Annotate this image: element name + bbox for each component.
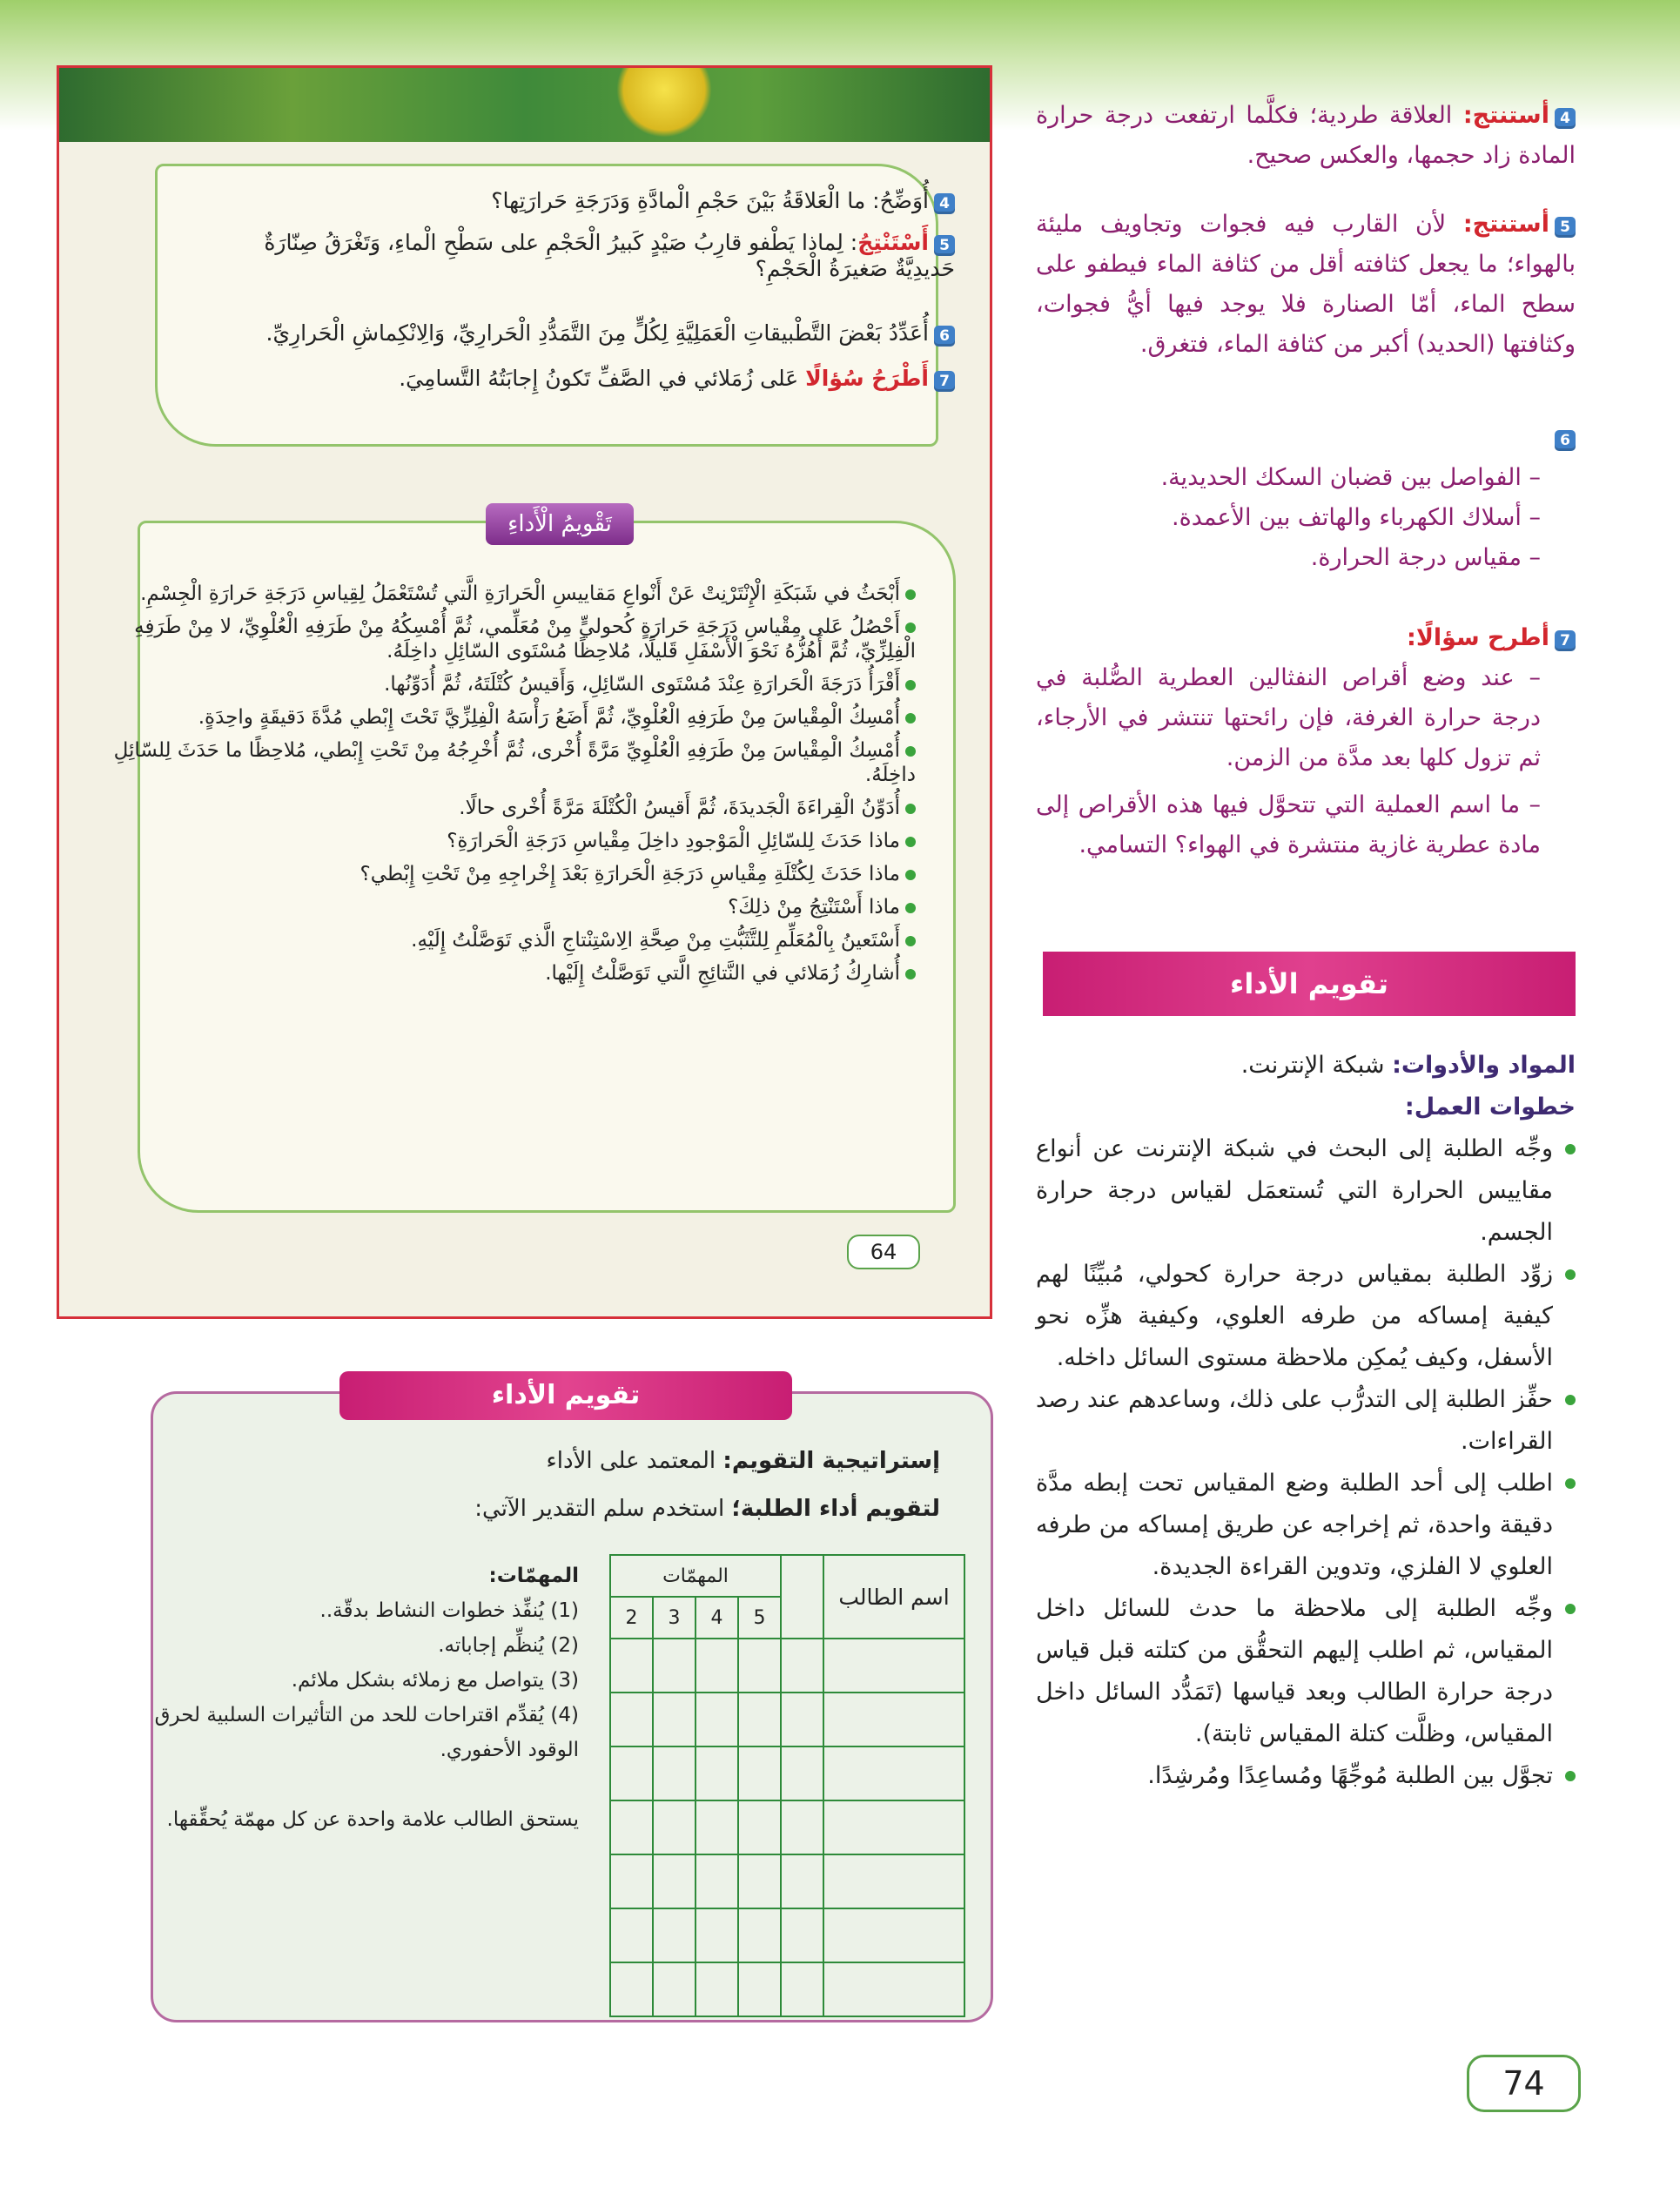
rating-table	[609, 1554, 965, 2017]
bullet-icon	[905, 870, 916, 880]
question-7: 7أَطْرَحُ سُؤالًا عَلى زُمَلائي في الصَّفِّ تَكونُ إِجابَتُهُ التَّسامِيَ.	[215, 366, 955, 392]
question-5: 5أَسْتَنْتِجُ: لِماذا يَطْفو قارِبُ صَيْدٍ كَبيرُ الْحَجْمِ على سَطْحِ الْماءِ، وَتَغْرَقُ صِنّارَةٌ حَديدِيَّةٌ صَغيرَةُ الْحَجْمِ؟	[264, 230, 955, 281]
question-4: 4أُوَضِّحُ: ما الْعَلاقَةُ بَيْنَ حَجْمِ الْمادَّةِ وَدَرَجَةِ حَرارَتِها؟	[215, 188, 955, 214]
bullet-icon	[905, 746, 916, 757]
student-page-number: 64	[847, 1235, 920, 1269]
performance-bullets	[80, 582, 916, 994]
list-item: تجوَّل بين الطلبة مُوجِّهًا ومُساعِدًا ومُرشِدًا.	[1036, 1755, 1576, 1797]
table-row	[610, 1800, 964, 1854]
task-number: 4	[696, 1597, 738, 1639]
table-row	[610, 1746, 964, 1800]
criteria-note: يستحق الطالب علامة واحدة عن كل مهمّة يُحقِّقها.	[166, 1808, 579, 1831]
list-item: (2) يُنظِّم إجاباته.	[438, 1634, 579, 1657]
list-item: أُشارِكُ زُمَلائي في النَّتائِجِ الَّتي تَوَصَّلْتُ إِلَيْها.	[80, 961, 916, 986]
bullet-icon	[905, 680, 916, 690]
tasks-header: المهمّات	[610, 1555, 781, 1597]
answer-5: 5أستنتج: لأن القارب فيه فجوات وتجاويف مليئة بالهواء؛ ما يجعل كثافته أقل من كثافة الماء فيطفو على سطح الماء، أمّا الصنارة فلا يوجد فيها أيُّ فجوات، وكثافتها (الحديد) أكبر من كثافة الماء، فتغرق.	[1036, 211, 1576, 358]
evaluation-strategy: إستراتيجية التقويم: المعتمد على الأداء	[546, 1448, 940, 1474]
list-item: أُمْسِكُ الْمِقْياسَ مِنْ طَرَفِهِ الْعُلْوِيِّ، ثُمَّ أَضَعُ رَأْسَهُ الْفِلِزِّيَّ تَحْتَ إِبْطي مُدَّةَ دَقيقَةٍ واحِدَةٍ.	[80, 705, 916, 730]
task-number: 2	[610, 1597, 653, 1639]
bullet-icon	[905, 936, 916, 946]
list-item: أَبْحَثُ في شَبَكَةِ الْإِنْتَرْنِتْ عَنْ أَنْواعِ مَقاييسِ الْحَرارَةِ الَّتي تُسْتَعْمَلُ لِقِياسِ دَرَجَةِ حَرارَةِ الْجِسْمِ.	[80, 582, 916, 606]
student-page	[57, 65, 992, 1319]
list-item: أَسْتَعينُ بِالْمُعَلِّمِ لِلتَّثَبُّتِ مِنْ صِحَّةِ الِاسْتِنْتاجِ الَّذي تَوَصَّلْتُ إِلَيْهِ.	[80, 928, 916, 952]
list-item: (4) يُقدِّم اقتراحات للحد من التأثيرات السلبية لحرق الوقود الأحفوري.	[154, 1704, 579, 1761]
list-item: حفِّز الطلبة إلى التدرُّب على ذلك، وساعدهم عند رصد القراءات.	[1036, 1379, 1576, 1463]
list-item: وجِّه الطلبة إلى البحث في شبكة الإنترنت عن أنواع مقاييس الحرارة التي تُستعمَل لقياس درجة حرارة الجسم.	[1036, 1128, 1576, 1254]
bullet-icon	[905, 713, 916, 723]
student-page-banner	[59, 68, 990, 142]
bullet-icon	[905, 589, 916, 600]
table-row	[610, 1639, 964, 1693]
task-number: 5	[738, 1597, 781, 1639]
list-item: (3) يتواصل مع زملائه بشكل ملائم.	[291, 1669, 579, 1692]
evaluation-title: تقويم الأداء	[339, 1371, 792, 1420]
task-number: 3	[653, 1597, 696, 1639]
table-row	[610, 1854, 964, 1908]
list-item: أَحْصُلُ عَلى مِقْياسِ دَرَجَةِ حَرارَةٍ كُحوليٍّ مِنْ مُعَلِّمي، ثُمَّ أُمْسِكُهُ مِنْ طَرَفِهِ الْعُلْوِيِّ، لا مِنْ طَرَفِهِ الْفِلِزِّيِّ، ثُمَّ أَهُزُّهُ نَحْوَ الْأَسْفَلِ قَليلًا، مُلاحِظًا مُسْتَوى السّائِلِ داخِلَهُ.	[134, 616, 916, 663]
bullet-icon	[905, 903, 916, 913]
list-item: ماذا حَدَثَ لِكُتْلَةِ مِقْياسِ دَرَجَةِ الْحَرارَةِ بَعْدَ إِخْراجِهِ مِنْ تَحْتِ إِبْطي؟	[80, 862, 916, 886]
list-item: (1) يُنفِّذ خطوات النشاط بدقّة..	[319, 1599, 579, 1622]
criteria-list: المهمّات: (1) يُنفِّذ خطوات النشاط بدقّة.. (2) يُنظِّم إجاباته. (3) يتواصل مع زملائه بشكل ملائم. (4) يُقدِّم اقتراحات للحد من التأثيرات السلبية لحرق الوقود الأحفوري. يستحق الطالب علامة واحدة عن كل مهمّة يُحقِّقها.	[152, 1558, 579, 1837]
list-item: ماذا أَسْتَنْتِجُ مِنْ ذلِكَ؟	[80, 895, 916, 919]
list-item: أَقْرَأُ دَرَجَةَ الْحَرارَةِ عِنْدَ مُسْتَوى السّائِلِ، وَأَقيسُ كُتْلَتَهُ، ثُمَّ أُدَوِّنُها.	[80, 672, 916, 697]
name-header: اسم الطالب	[823, 1555, 964, 1639]
list-item: أُمْسِكُ الْمِقْياسَ مِنْ طَرَفِهِ الْعُلْوِيِّ مَرَّةً أُخْرى، ثُمَّ أُخْرِجُهُ مِنْ تَحْتِ إِبْطي، مُلاحِظًا ما حَدَثَ لِلسّائِلِ داخِلَهُ.	[113, 739, 916, 786]
bullet-icon	[905, 837, 916, 847]
list-item: وجِّه الطلبة إلى ملاحظة ما حدث للسائل داخل المقياس، ثم اطلب إليهم التحقُّق من كتلته قبل قياس درجة حرارة الطالب وبعد قياسها (تَمَدُّد السائل داخل المقياس، وظلَّت كتلة المقياس ثابتة).	[1036, 1588, 1576, 1755]
evaluation-instruction: لتقويم أداء الطلبة؛ استخدم سلم التقدير الآتي:	[474, 1496, 940, 1522]
table-row	[610, 1693, 964, 1746]
table-row	[610, 1908, 964, 1962]
list-item: ماذا حَدَثَ لِلسّائِلِ الْمَوْجودِ داخِلَ مِقْياسِ دَرَجَةِ الْحَرارَةِ؟	[80, 829, 916, 853]
answer-4: 4أستنتج: العلاقة طردية؛ فكلَّما ارتفعت درجة حرارة المادة زاد حجمها، والعكس صحيح.	[1036, 102, 1576, 169]
list-item: اطلب إلى أحد الطلبة وضع المقياس تحت إبطه مدَّة دقيقة واحدة، ثم إخراجه عن طريق إمساكه من طرفه العلوي لا الفلزي، وتدوين القراءة الجديدة.	[1036, 1463, 1576, 1588]
bullet-icon	[905, 804, 916, 814]
teacher-notes: المواد والأدوات: شبكة الإنترنت. خطوات العمل: وجِّه الطلبة إلى البحث في شبكة الإنترنت عن أنواع مقاييس الحرارة التي تُستعمَل لقياس درجة حرارة الجسم. زوِّد الطلبة بمقياس درجة حرارة كحولي، مُبيِّنًا لهم كيفية إمساكه من طرفه العلوي، وكيفية هزِّه نحو الأسفل، وكيف يُمكِن ملاحظة مستوى السائل داخله. حفِّز الطلبة إلى التدرُّب على ذلك، وساعدهم عند رصد القراءات. اطلب إلى أحد الطلبة وضع المقياس تحت إبطه مدَّة دقيقة واحدة، ثم إخراجه عن طريق إمساكه من طرفه العلوي لا الفلزي، وتدوين القراءة الجديدة. وجِّه الطلبة إلى ملاحظة ما حدث للسائل داخل المقياس، ثم اطلب إليهم التحقُّق من كتلته قبل قياس درجة حرارة الطالب وبعد قياسها (تَمَدُّد السائل داخل المقياس، وظلَّت كتلة المقياس ثابتة). تجوَّل بين الطلبة مُوجِّهًا ومُساعِدًا ومُرشِدًا.	[1036, 1045, 1576, 1797]
answer-7: 7أطرح سؤالًا: – عند وضع أقراص النفثالين العطرية الصُّلبة في درجة حرارة الغرفة، فإن رائحتها تنتشر في الأرجاء، ثم تزول كلها بعد مدَّة من الزمن. – ما اسم العملية التي تتحوَّل فيها هذه الأقراص إلى مادة عطرية غازية منتشرة في الهواء؟ التسامي.	[1036, 618, 1576, 865]
list-item: زوِّد الطلبة بمقياس درجة حرارة كحولي، مُبيِّنًا لهم كيفية إمساكه من طرفه العلوي، وكيفية هزِّه نحو الأسفل، وكيف يُمكِن ملاحظة مستوى السائل داخله.	[1036, 1254, 1576, 1379]
bullet-icon	[905, 623, 916, 633]
list-item: أُدَوِّنُ الْقِراءَةَ الْجَديدَةَ، ثُمَّ أَقيسُ الْكُتْلَةَ مَرَّةً أُخْرى حالًا.	[80, 796, 916, 820]
teacher-section-title: تقويم الأداء	[1043, 952, 1576, 1016]
question-6: 6أُعَدِّدُ بَعْضَ التَّطْبيقاتِ الْعَمَلِيَّةِ لِكُلٍّ مِنَ التَّمَدُّدِ الْحَرارِيِّ، وَالِانْكِماشِ الْحَرارِيِّ.	[215, 320, 955, 347]
page-number: 74	[1467, 2055, 1581, 2112]
bullet-icon	[905, 969, 916, 979]
performance-tag: تَقْويمُ الْأَداءِ	[486, 503, 634, 545]
table-row	[610, 1962, 964, 2016]
answer-6: 6 – الفواصل بين قضبان السكك الحديدية. – أسلاك الكهرباء والهاتف بين الأعمدة. – مقياس درجة الحرارة.	[1036, 418, 1576, 578]
